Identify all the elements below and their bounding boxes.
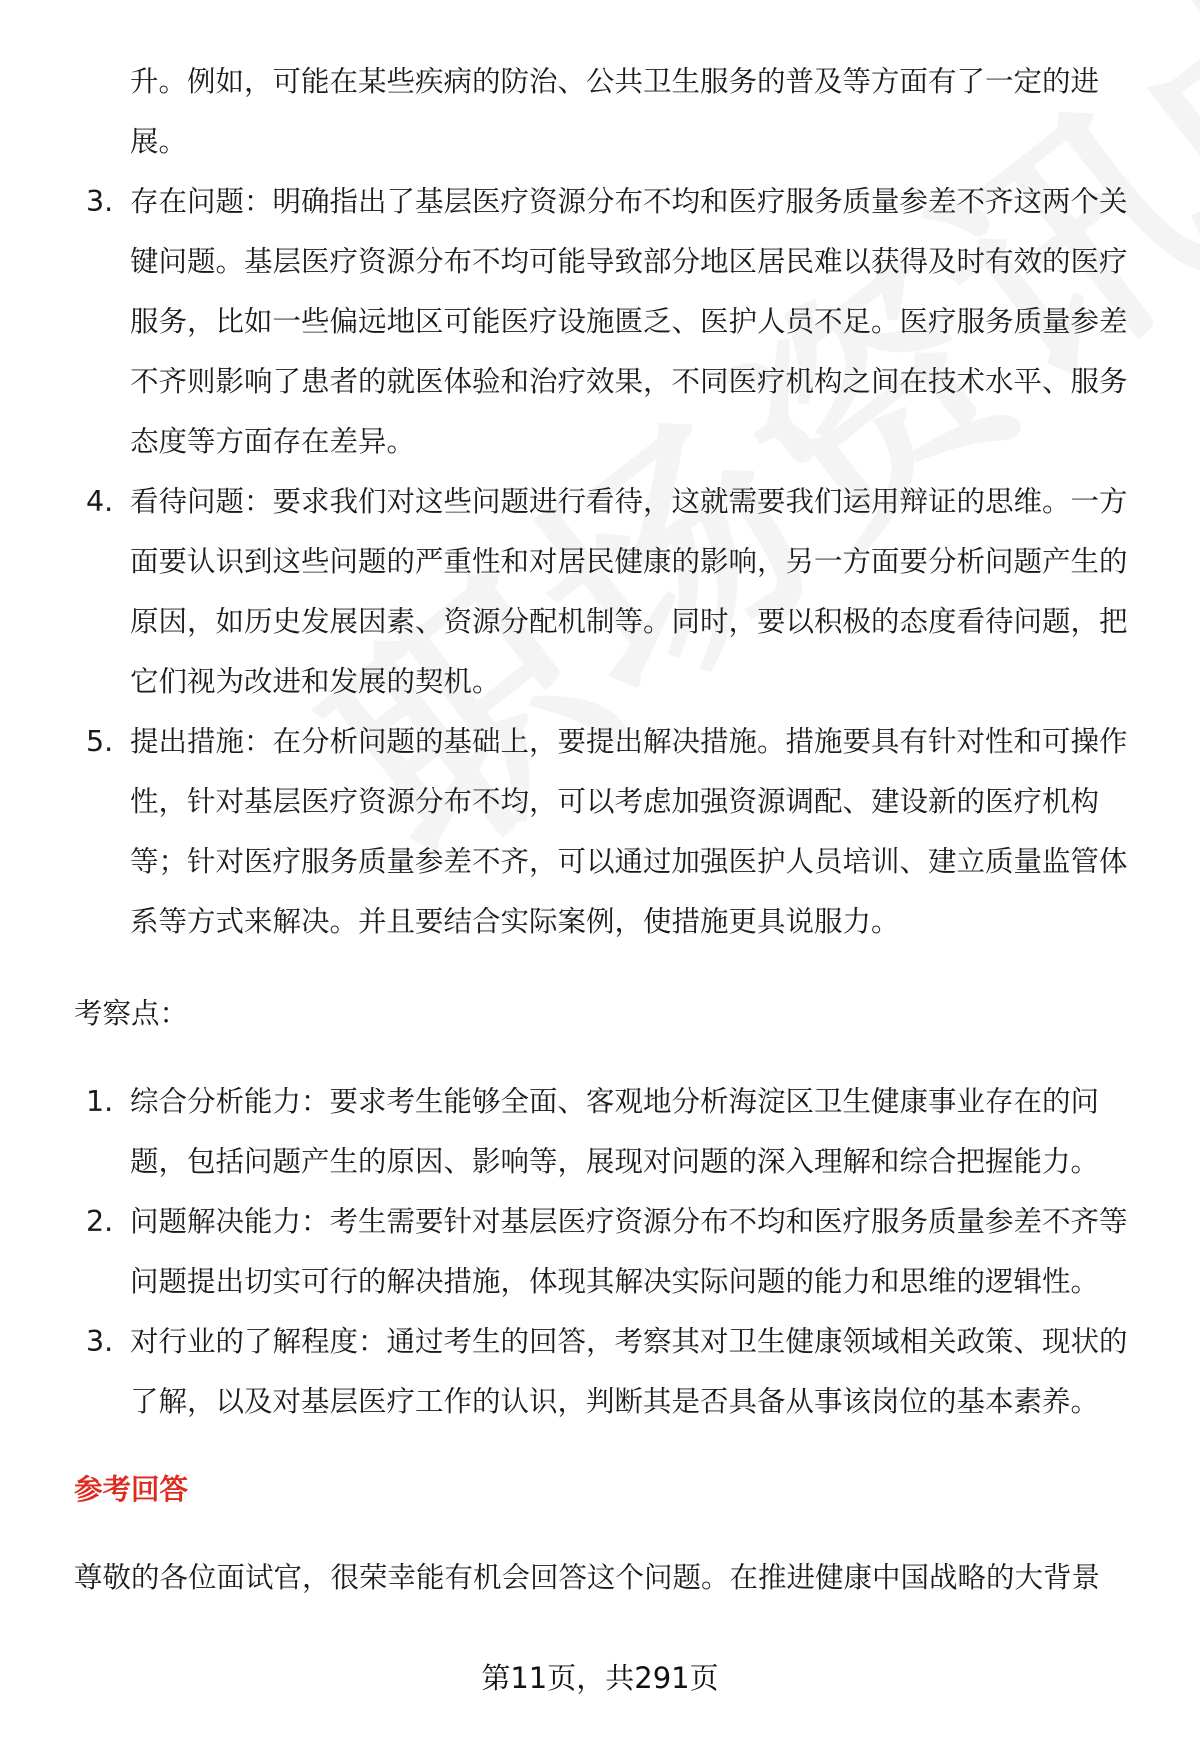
list-item — [74, 1192, 1150, 1312]
reference-answer-text: 尊敬的各位面试官，很荣幸能有机会回答这个问题。在推进健康中国战略的大背景 — [74, 1561, 1101, 1594]
item-number: 1. — [86, 1085, 114, 1118]
item-text: 存在问题：明确指出了基层医疗资源分布不均和医疗服务质量参差不齐这两个关键问题。基层医疗资源分布不均可能导致部分地区居民难以获得及时有效的医疗服务，比如一些偏远地区可能医疗设施匮乏、医护人员不足。医疗服务质量参差不齐则影响了患者的就医体验和治疗效果，不同医疗机构之间在技术水平、服务态度等方面存在差异。 — [130, 185, 1128, 458]
continuation-paragraph — [74, 52, 1150, 172]
list-item — [74, 1072, 1150, 1192]
continuation-line-1: 升。例如，可能在某些疾病的防治、公共卫生服务的普及等方面有了一定的进 — [130, 65, 1100, 98]
item-number: 4. — [86, 485, 114, 518]
reference-answer-heading: 参考回答 — [74, 1473, 189, 1506]
exam-points-label: 考察点： — [74, 997, 189, 1030]
exam-points-list — [74, 1072, 1150, 1432]
item-number: 3. — [86, 185, 114, 218]
item-number: 2. — [86, 1205, 114, 1238]
page-content — [74, 52, 1150, 1608]
item-text: 提出措施：在分析问题的基础上，要提出解决措施。措施要具有针对性和可操作性，针对基层医疗资源分布不均，可以考虑加强资源调配、建设新的医疗机构等；针对医疗服务质量参差不齐，可以通过加强医护人员培训、建立质量监管体系等方式来解决。并且要结合实际案例，使措施更具说服力。 — [130, 725, 1128, 938]
list-item — [74, 1312, 1150, 1432]
item-text: 对行业的了解程度：通过考生的回答，考察其对卫生健康领域相关政策、现状的了解，以及对基层医疗工作的认识，判断其是否具备从事该岗位的基本素养。 — [130, 1325, 1128, 1418]
item-number: 3. — [86, 1325, 114, 1358]
list-item — [74, 712, 1150, 952]
item-text: 综合分析能力：要求考生能够全面、客观地分析海淀区卫生健康事业存在的问题，包括问题产生的原因、影响等，展现对问题的深入理解和综合把握能力。 — [130, 1085, 1100, 1178]
list-item — [74, 472, 1150, 712]
item-number: 5. — [86, 725, 114, 758]
list-item — [74, 172, 1150, 472]
page-number: 第11页，共291页 — [481, 1661, 719, 1695]
analysis-list — [74, 172, 1150, 952]
item-text: 看待问题：要求我们对这些问题进行看待，这就需要我们运用辩证的思维。一方面要认识到这些问题的严重性和对居民健康的影响，另一方面要分析问题产生的原因，如历史发展因素、资源分配机制等。同时，要以积极的态度看待问题，把它们视为改进和发展的契机。 — [130, 485, 1128, 698]
item-text: 问题解决能力：考生需要针对基层医疗资源分布不均和医疗服务质量参差不齐等问题提出切实可行的解决措施，体现其解决实际问题的能力和思维的逻辑性。 — [130, 1205, 1128, 1298]
continuation-line-2: 展。 — [130, 125, 188, 158]
